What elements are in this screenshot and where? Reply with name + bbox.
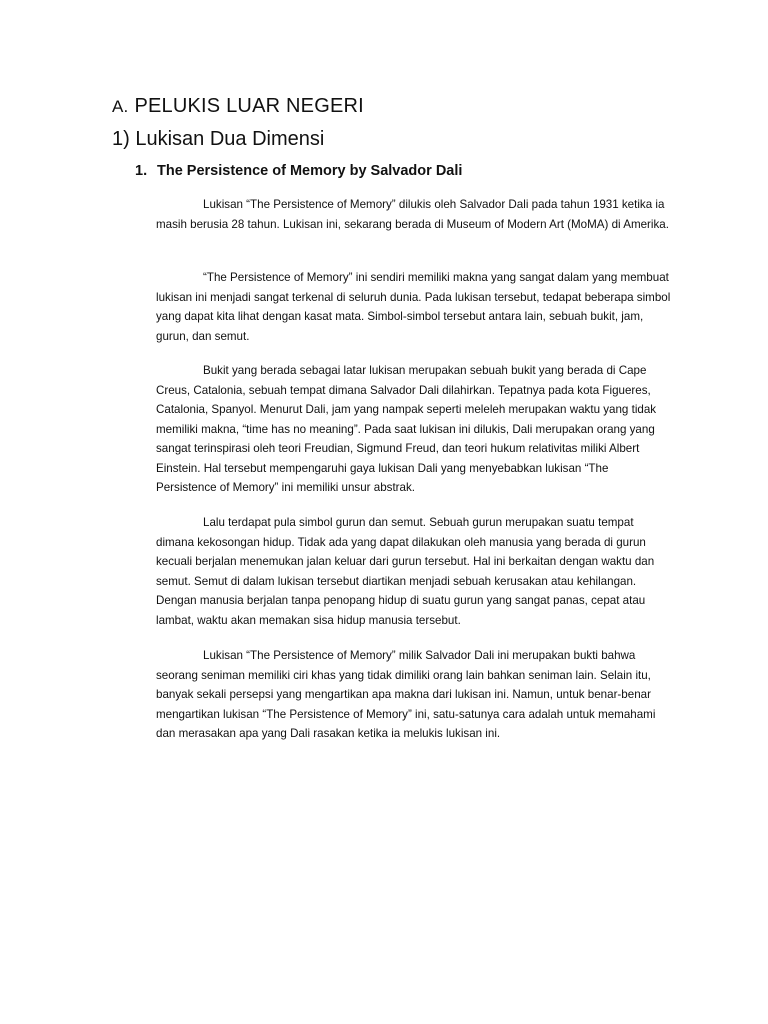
paragraph-3: Bukit yang berada sebagai latar lukisan merupakan sebuah bukit yang berada di Cape Creus, Catalonia, sebuah tempat dimana Salvador Dali dilahirkan. Tepatnya pada kota Figueres, Catalonia, Spanyol. Menurut Dali, jam yang nampak seperti meleleh merupakan waktu yang tidak memiliki makna, “time has no meaning”. Pada saat lukisan ini dilukis, Dali merupakan orang yang sangat terinspirasi oleh teori Freudian, Sigmund Freud, dan teori hukum relativitas miliki Albert Einstein. Hal tersebut mempengaruhi gaya lukisan Dali yang menyebabkan lukisan “The Persistence of Memory” ini memiliki unsur abstrak. <box>156 364 657 494</box>
paragraph-block <box>156 646 672 744</box>
paragraph-2: “The Persistence of Memory” ini sendiri memiliki makna yang sangat dalam yang membuat lukisan ini menjadi sangat terkenal di seluruh dunia. Pada lukisan tersebut, tedapat beberapa simbol yang dapat kita lihat dengan kasat mata. Simbol-simbol tersebut antara lain, sebuah bukit, jam, gurun, dan semut. <box>156 271 671 343</box>
subsection-heading: 1) Lukisan Dua Dimensi <box>112 128 325 150</box>
section-marker: A. <box>112 97 129 116</box>
item-number: 1. <box>135 163 148 179</box>
section-title: PELUKIS LUAR NEGERI <box>134 95 364 117</box>
paragraph-block <box>156 195 672 234</box>
paragraph-block <box>156 513 672 630</box>
paragraph-block <box>156 268 672 346</box>
paragraph-1: Lukisan “The Persistence of Memory” dilukis oleh Salvador Dali pada tahun 1931 ketika ia masih berusia 28 tahun. Lukisan ini, sekarang berada di Museum of Modern Art (MoMA) di Amerika. <box>156 198 669 231</box>
paragraph-4: Lalu terdapat pula simbol gurun dan semut. Sebuah gurun merupakan suatu tempat dimana kekosongan hidup. Tidak ada yang dapat dilakukan oleh manusia yang berada di gurun kecuali berjalan menemukan jalan keluar dari gurun tersebut. Hal ini berkaitan dengan waktu dan semut. Semut di dalam lukisan tersebut diartikan menjadi sebuah kerusakan atau kehilangan. Dengan manusia berjalan tanpa penopang hidup di suatu gurun yang sangat panas, cepat atau lambat, waktu akan memakan sisa hidup manusia tersebut. <box>156 516 655 627</box>
paragraph-5: Lukisan “The Persistence of Memory” milik Salvador Dali ini merupakan bukti bahwa seorang seniman memiliki ciri khas yang tidak dimiliki orang lain bahkan seniman lain. Selain itu, banyak sekali persepsi yang mengartikan apa makna dari lukisan ini. Namun, untuk benar-benar mengartikan lukisan “The Persistence of Memory” ini, satu-satunya cara adalah untuk memahami dan merasakan apa yang Dali rasakan ketika ia melukis lukisan ini. <box>156 649 656 740</box>
numbered-item-heading <box>135 160 462 182</box>
paragraph-block <box>156 361 672 498</box>
item-title: The Persistence of Memory by Salvador Dali <box>157 163 463 179</box>
section-heading <box>112 93 364 120</box>
